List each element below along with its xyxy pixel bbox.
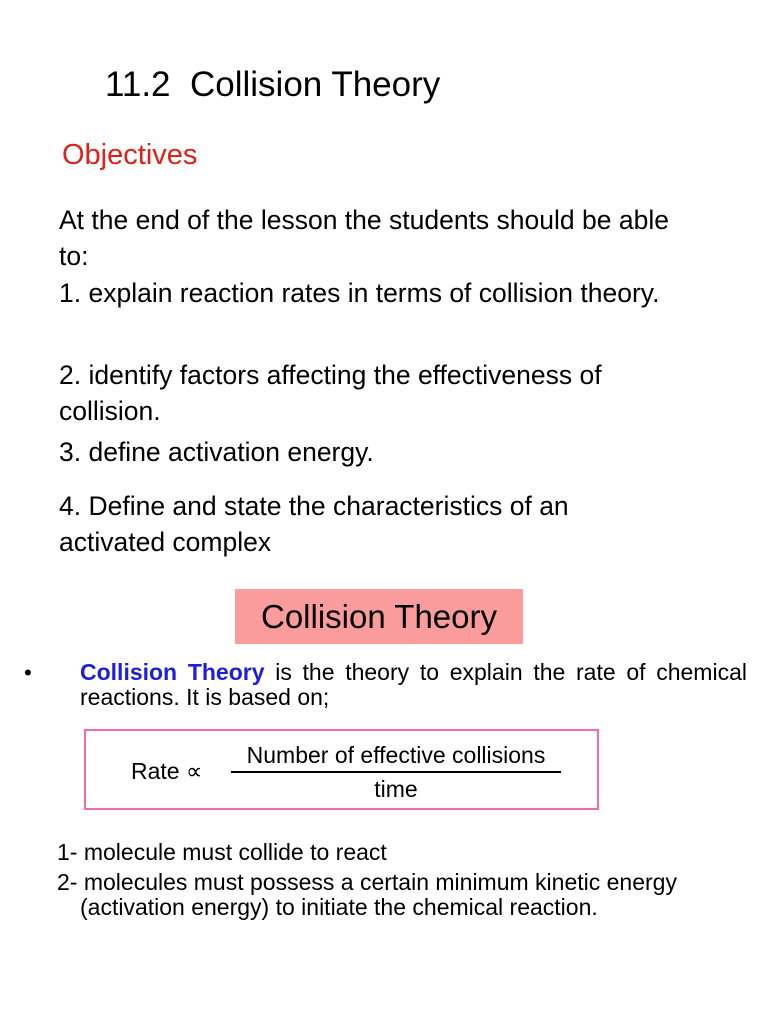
objectives-heading: Objectives <box>62 139 198 171</box>
objective-item-4: 4. Define and state the characteristics of an activated complex <box>59 491 569 557</box>
definition-text: is the theory to explain the rate of chemical reactions. It is based on; <box>80 659 747 710</box>
formula-fraction <box>231 741 561 803</box>
point-1: 1- molecule must collide to react <box>57 839 387 865</box>
objective-item-1: 1. explain reaction rates in terms of collision theory. <box>59 278 660 308</box>
formula-lhs: Rate ∝ <box>131 758 203 784</box>
section-title: Collision Theory <box>235 589 523 644</box>
collision-theory-term: Collision Theory <box>80 659 265 685</box>
page-title: 11.2 Collision Theory <box>105 65 441 104</box>
point-2: 2- molecules must possess a certain minimum kinetic energy (activation energy) to initiate the chemical reaction. <box>57 869 677 920</box>
bullet-icon: • <box>24 660 32 685</box>
objectives-intro: At the end of the lesson the students should be able to: <box>59 205 669 271</box>
collision-theory-definition <box>80 660 747 710</box>
formula-box <box>84 729 599 810</box>
formula-numerator: Number of effective collisions <box>246 742 546 768</box>
fraction-bar <box>231 771 561 773</box>
formula-denominator: time <box>374 776 418 802</box>
objective-item-3: 3. define activation energy. <box>59 437 374 467</box>
objective-item-2: 2. identify factors affecting the effectiveness of collision. <box>59 360 602 426</box>
